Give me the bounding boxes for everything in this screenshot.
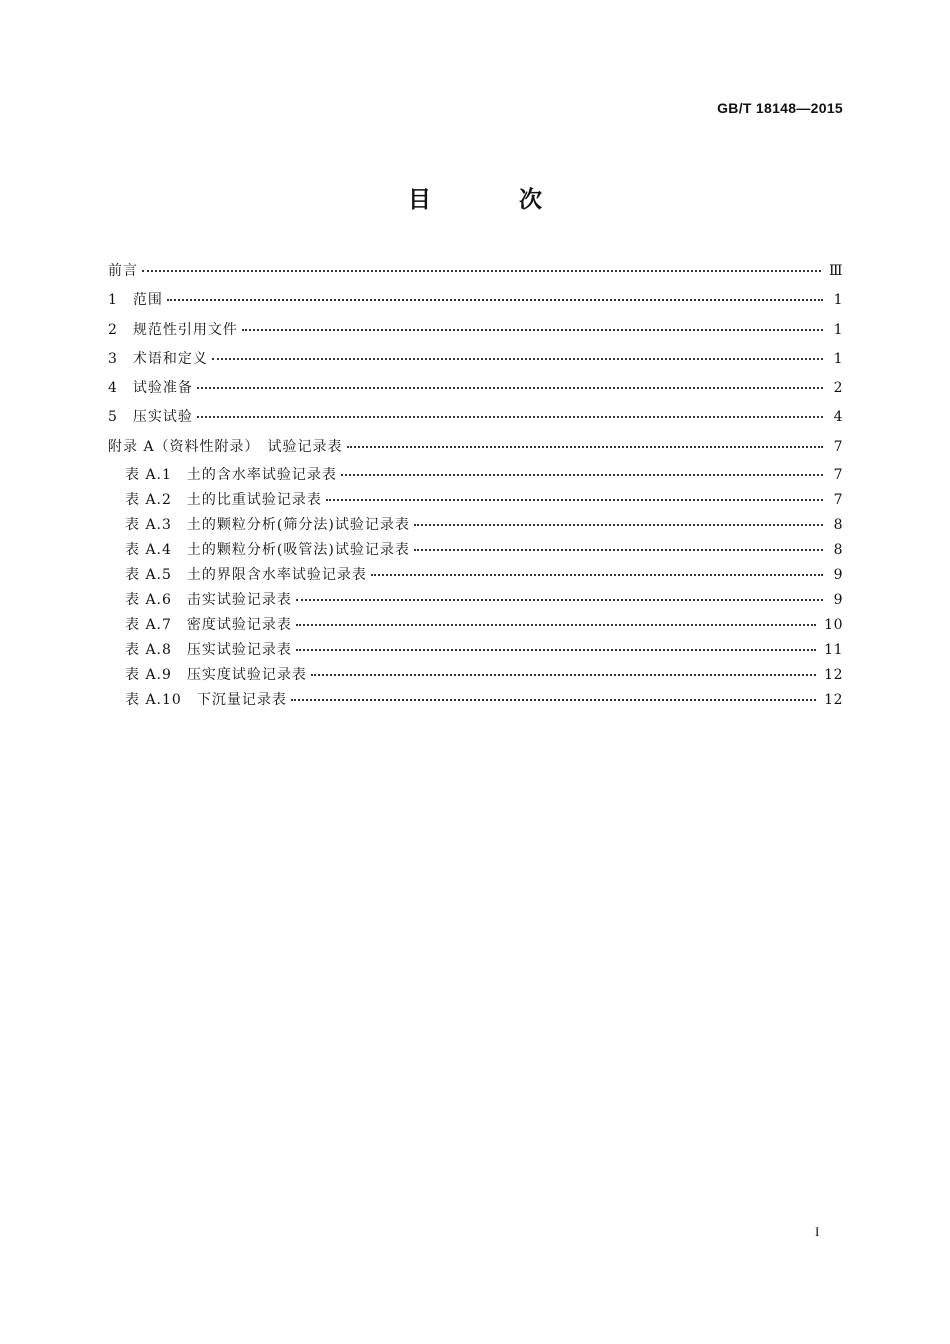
toc-entry-annex-a[interactable] <box>108 435 843 464</box>
toc-entry-label: 1 范围 <box>108 292 163 309</box>
toc-entry-page: 9 <box>833 567 843 584</box>
page-number: I <box>815 1224 820 1239</box>
toc-entry-label: 表 A.4 土的颗粒分析(吸管法)试验记录表 <box>125 542 410 559</box>
dot-leader <box>212 357 823 360</box>
toc-entry-label: 表 A.3 土的颗粒分析(筛分法)试验记录表 <box>125 517 410 534</box>
page-title: 目 次 <box>407 187 582 213</box>
toc-entry-table-a10[interactable] <box>108 689 843 714</box>
toc-entry-normative-references[interactable] <box>108 318 843 347</box>
dot-leader <box>326 498 823 501</box>
toc-entry-test-preparation[interactable] <box>108 376 843 405</box>
toc-entry-label: 表 A.1 土的含水率试验记录表 <box>125 467 337 484</box>
toc-entry-page: 10 <box>824 617 843 634</box>
toc-entry-scope[interactable] <box>108 288 843 317</box>
toc-entry-table-a7[interactable] <box>108 614 843 639</box>
toc-entry-table-a1[interactable] <box>108 464 843 489</box>
dot-leader <box>311 673 816 676</box>
toc-entry-foreword[interactable] <box>108 259 843 288</box>
toc-entry-label: 2 规范性引用文件 <box>108 321 238 338</box>
dot-leader <box>197 386 823 389</box>
toc-entry-table-a3[interactable] <box>108 514 843 539</box>
toc-entry-label: 表 A.6 击实试验记录表 <box>125 592 292 609</box>
dot-leader <box>414 548 823 551</box>
toc-entry-page: 7 <box>833 467 843 484</box>
toc-entry-label: 表 A.10 下沉量记录表 <box>125 692 287 709</box>
toc-entry-label: 4 试验准备 <box>108 380 193 397</box>
toc-entry-label: 附录 A（资料性附录） 试验记录表 <box>108 438 343 455</box>
toc-entry-label: 表 A.8 压实试验记录表 <box>125 642 292 659</box>
toc-entry-label: 3 术语和定义 <box>108 350 208 367</box>
toc-entry-page: 1 <box>833 321 843 338</box>
toc-entry-label: 5 压实试验 <box>108 409 193 426</box>
toc-entry-label: 表 A.9 压实度试验记录表 <box>125 667 307 684</box>
toc-entry-terms-definitions[interactable] <box>108 347 843 376</box>
dot-leader <box>197 415 823 418</box>
dot-leader <box>242 328 823 331</box>
dot-leader <box>296 623 816 626</box>
dot-leader <box>167 298 823 301</box>
toc-entry-table-a9[interactable] <box>108 664 843 689</box>
toc-entry-page: 12 <box>824 692 843 709</box>
dot-leader <box>142 269 821 272</box>
toc-entry-page: 2 <box>833 380 843 397</box>
toc-entry-page: 9 <box>833 592 843 609</box>
dot-leader <box>371 573 823 576</box>
toc-entry-label: 表 A.7 密度试验记录表 <box>125 617 292 634</box>
toc-entry-page: 7 <box>833 438 843 455</box>
toc-entry-compaction-test[interactable] <box>108 405 843 434</box>
toc-entry-table-a8[interactable] <box>108 639 843 664</box>
toc-entry-table-a5[interactable] <box>108 564 843 589</box>
table-of-contents <box>108 259 843 714</box>
dot-leader <box>296 648 816 651</box>
toc-entry-table-a6[interactable] <box>108 589 843 614</box>
toc-entry-page: 1 <box>833 350 843 367</box>
toc-entry-page: Ⅲ <box>828 263 843 279</box>
toc-entry-page: 7 <box>833 492 843 509</box>
toc-entry-label: 前言 <box>108 263 138 279</box>
toc-entry-label: 表 A.2 土的比重试验记录表 <box>125 492 322 509</box>
dot-leader <box>414 523 823 526</box>
toc-entry-page: 8 <box>833 517 843 534</box>
standard-code: GB/T 18148—2015 <box>717 100 843 116</box>
toc-entry-label: 表 A.5 土的界限含水率试验记录表 <box>125 567 367 584</box>
toc-entry-table-a4[interactable] <box>108 539 843 564</box>
toc-entry-page: 1 <box>833 292 843 309</box>
toc-entry-page: 8 <box>833 542 843 559</box>
toc-entry-page: 11 <box>824 642 843 659</box>
dot-leader <box>347 445 823 448</box>
dot-leader <box>341 473 823 476</box>
dot-leader <box>291 698 816 701</box>
dot-leader <box>296 598 823 601</box>
toc-entry-page: 12 <box>824 667 843 684</box>
toc-entry-page: 4 <box>833 409 843 426</box>
toc-entry-table-a2[interactable] <box>108 489 843 514</box>
